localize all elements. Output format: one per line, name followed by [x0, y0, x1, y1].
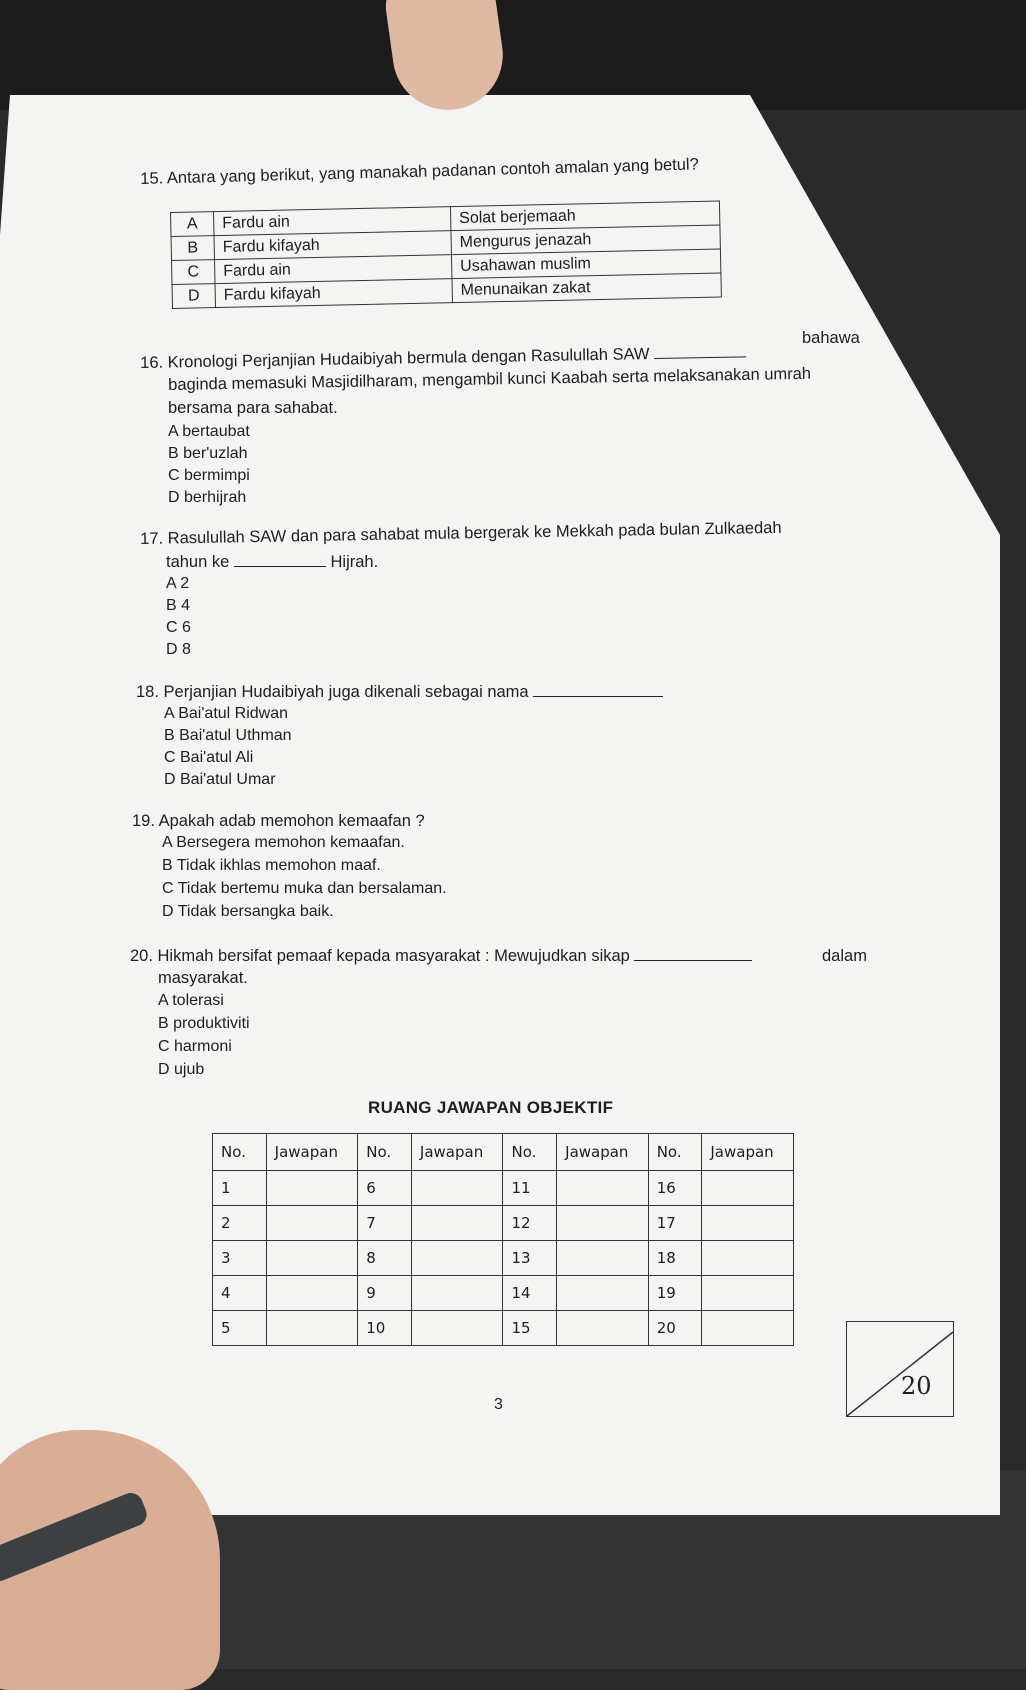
q15-cell: Fardu kifayah — [215, 279, 452, 308]
question-number: 17 — [648, 1206, 702, 1241]
q15-cell: Menunaikan zakat — [452, 273, 721, 303]
column-header: Jawapan — [702, 1134, 794, 1171]
table-row — [213, 1311, 794, 1346]
answer-section-title: RUANG JAWAPAN OBJEKTIF — [368, 1098, 614, 1117]
q19-text: 19. Apakah adab memohon kemaafan ? — [132, 812, 425, 830]
question-number: 16 — [648, 1171, 702, 1206]
answer-cell[interactable] — [266, 1241, 358, 1276]
question-number: 4 — [213, 1276, 267, 1311]
answer-blank — [634, 946, 752, 961]
q17-line-start: tahun ke — [166, 553, 230, 571]
answer-cell[interactable] — [411, 1171, 503, 1206]
question-number: 3 — [213, 1241, 267, 1276]
q16-bahawa: bahawa — [802, 329, 860, 347]
question-number: 12 — [503, 1206, 557, 1241]
q16-option: C bermimpi — [168, 467, 250, 484]
question-number: 15 — [503, 1311, 557, 1346]
q15-cell: A — [171, 212, 214, 237]
q20-option: C harmoni — [158, 1038, 232, 1055]
q16-option: B ber'uzlah — [168, 445, 248, 462]
q19-option: A Bersegera memohon kemaafan. — [162, 834, 405, 851]
answer-blank — [533, 682, 663, 697]
column-header: No. — [503, 1134, 557, 1171]
q18-text — [136, 681, 663, 703]
answer-table — [212, 1133, 794, 1346]
question-number: 11 — [503, 1171, 557, 1206]
q15-table — [170, 200, 722, 308]
q15-cell: Usahawan muslim — [451, 249, 720, 279]
answer-blank — [234, 552, 326, 567]
page-number: 3 — [494, 1396, 503, 1413]
answer-cell[interactable] — [702, 1206, 794, 1241]
table-row — [213, 1276, 794, 1311]
q17-option: D 8 — [166, 641, 191, 658]
table-row — [213, 1171, 794, 1206]
answer-cell[interactable] — [702, 1171, 794, 1206]
question-number: 13 — [503, 1241, 557, 1276]
q17-text: 17. Rasulullah SAW dan para sahabat mula bergerak ke Mekkah pada bulan Zulkaedah — [140, 518, 782, 548]
q18-option: C Bai'atul Ali — [164, 749, 254, 766]
score-divider — [847, 1322, 953, 1416]
q15-cell: C — [172, 260, 215, 285]
answer-cell[interactable] — [266, 1171, 358, 1206]
answer-cell[interactable] — [411, 1206, 503, 1241]
table-row — [213, 1241, 794, 1276]
q18-line: 18. Perjanjian Hudaibiyah juga dikenali sebagai nama — [136, 683, 529, 701]
q17-line — [166, 551, 378, 573]
q15-cell: Fardu kifayah — [214, 231, 451, 260]
answer-cell[interactable] — [702, 1311, 794, 1346]
column-header: Jawapan — [557, 1134, 649, 1171]
answer-cell[interactable] — [557, 1311, 649, 1346]
question-number: 10 — [358, 1311, 412, 1346]
q15-cell: Fardu ain — [215, 255, 452, 284]
question-number: 18 — [648, 1241, 702, 1276]
answer-cell[interactable] — [266, 1206, 358, 1241]
answer-cell[interactable] — [266, 1311, 358, 1346]
answer-cell[interactable] — [411, 1311, 503, 1346]
q17-option: C 6 — [166, 619, 191, 636]
question-number: 20 — [648, 1311, 702, 1346]
q16-line: bersama para sahabat. — [168, 399, 338, 417]
q19-option: D Tidak bersangka baik. — [162, 903, 334, 920]
q16-line: 16. Kronologi Perjanjian Hudaibiyah bermula dengan Rasulullah SAW — [140, 345, 650, 372]
column-header: No. — [213, 1134, 267, 1171]
q15-text: 15. Antara yang berikut, yang manakah padanan contoh amalan yang betul? — [140, 155, 699, 188]
q15-cell: B — [171, 236, 214, 261]
answer-cell[interactable] — [557, 1276, 649, 1311]
q18-option: D Bai'atul Umar — [164, 771, 276, 788]
score-box — [846, 1321, 954, 1417]
q16-option: D berhijrah — [168, 489, 247, 506]
column-header: Jawapan — [411, 1134, 503, 1171]
q15-cell: Solat berjemaah — [450, 201, 719, 231]
column-header: Jawapan — [266, 1134, 358, 1171]
question-number: 1 — [213, 1171, 267, 1206]
question-number: 9 — [358, 1276, 412, 1311]
q15-cell: Mengurus jenazah — [451, 225, 720, 255]
q19-option: B Tidak ikhlas memohon maaf. — [162, 857, 381, 874]
q15-cell: Fardu ain — [214, 207, 451, 236]
q20-line: 20. Hikmah bersifat pemaaf kepada masyarakat : Mewujudkan sikap — [130, 947, 630, 965]
question-number: 5 — [213, 1311, 267, 1346]
column-header: No. — [648, 1134, 702, 1171]
answer-cell[interactable] — [557, 1206, 649, 1241]
q20-dalam: dalam — [822, 947, 867, 965]
answer-cell[interactable] — [557, 1241, 649, 1276]
column-header: No. — [358, 1134, 412, 1171]
q18-option: B Bai'atul Uthman — [164, 727, 292, 744]
question-number: 8 — [358, 1241, 412, 1276]
answer-cell[interactable] — [266, 1276, 358, 1311]
answer-cell[interactable] — [411, 1241, 503, 1276]
q16-option: A bertaubat — [168, 423, 250, 440]
q16-line: baginda memasuki Masjidilharam, mengambil kunci Kaabah serta melaksanakan umrah — [168, 364, 812, 394]
score-total: 20 — [901, 1372, 932, 1400]
q15-cell: D — [172, 284, 215, 309]
q20-text — [130, 945, 752, 967]
q17-option: B 4 — [166, 597, 191, 614]
answer-cell[interactable] — [557, 1171, 649, 1206]
answer-cell[interactable] — [702, 1241, 794, 1276]
q17-option: A 2 — [166, 575, 190, 592]
q17-line-end: Hijrah. — [330, 553, 379, 571]
answer-cell[interactable] — [411, 1276, 503, 1311]
q18-option: A Bai'atul Ridwan — [164, 705, 289, 722]
question-number: 6 — [358, 1171, 412, 1206]
question-number: 19 — [648, 1276, 702, 1311]
question-number: 14 — [503, 1276, 557, 1311]
table-header-row — [213, 1134, 794, 1171]
q20-option: B produktiviti — [158, 1015, 250, 1032]
table-row — [213, 1206, 794, 1241]
answer-cell[interactable] — [702, 1276, 794, 1311]
q20-option: A tolerasi — [158, 992, 224, 1009]
q19-option: C Tidak bertemu muka dan bersalaman. — [162, 880, 447, 897]
question-number: 7 — [358, 1206, 412, 1241]
q20-option: D ujub — [158, 1061, 205, 1078]
q20-line: masyarakat. — [158, 969, 248, 987]
answer-blank — [654, 342, 746, 359]
question-number: 2 — [213, 1206, 267, 1241]
